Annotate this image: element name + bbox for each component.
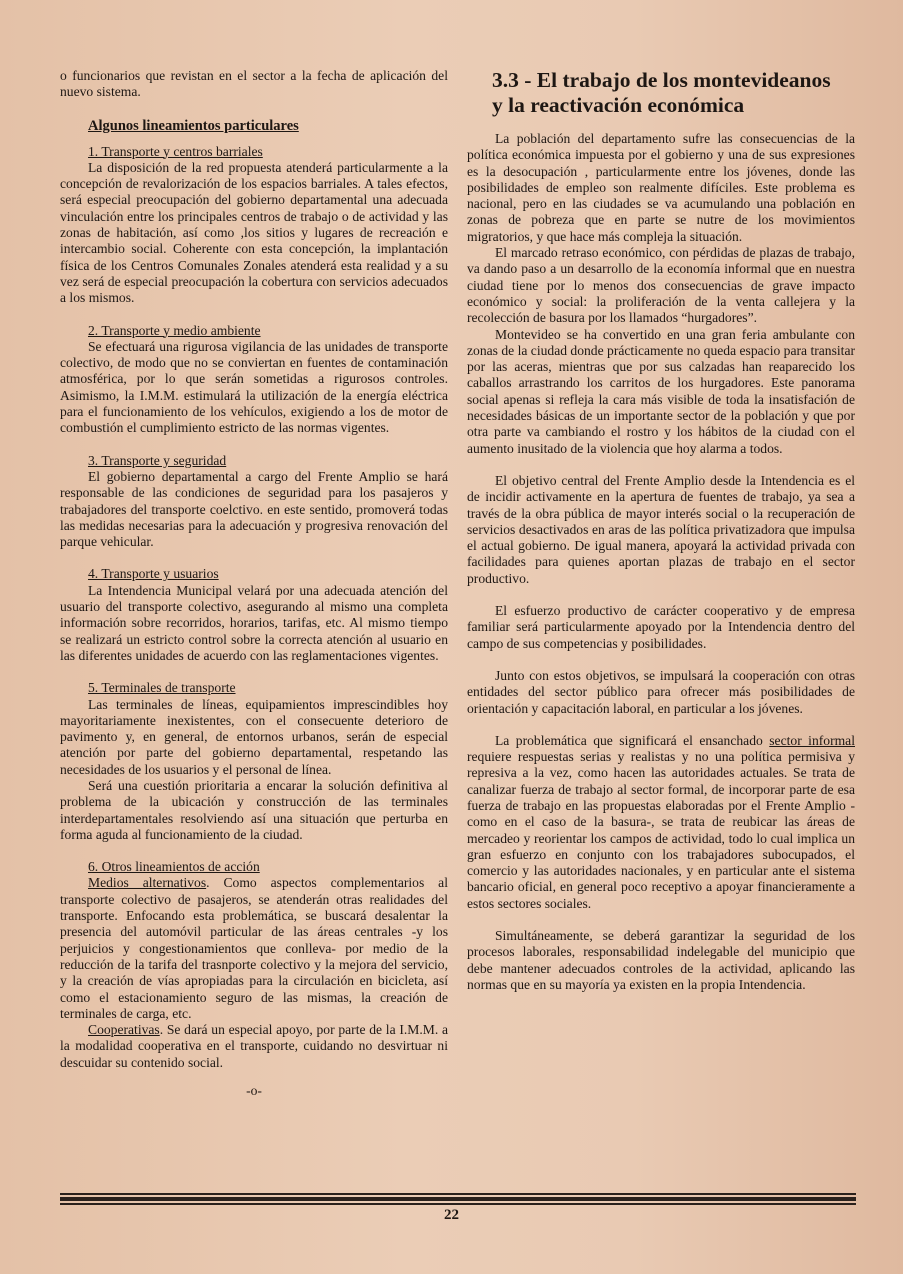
paragraph-7 xyxy=(467,733,855,912)
section-3-body: El gobierno departamental a cargo del Frente Amplio se hará responsable de las condiciones de seguridad para los pasajeros y trabajadores del transporte coelctivo. en este sentido, promoverá todas las medidas necesarias para la adecuación y progresiva renovación del parque vehicular. xyxy=(60,468,448,550)
section-1-title: 1. Transporte y centros barriales xyxy=(88,143,263,159)
chapter-title xyxy=(467,68,855,117)
paragraph-7-underlined: sector informal xyxy=(769,732,855,748)
page-number: 22 xyxy=(444,1207,459,1223)
section-4-body: La Intendencia Municipal velará por una adecuada atención del usuario del transporte colectivo, asegurando al mismo una completa información sobre recorridos, horarios, tarifas, etc. Al mismo tiempo se realizará un estricto control sobre la correcta atención al usuario en las diferentes unidades de acuerdo con las reglamentaciones vigentes. xyxy=(60,582,448,663)
intro-paragraph: o funcionarios que revistan en el sector a la fecha de aplicación del nuevo sistema. xyxy=(60,68,448,100)
paragraph-3: Montevideo se ha convertido en una gran feria ambulante con zonas de la ciudad donde prácticamente no queda espacio para transitar por las aceras, mientras que por sus calzadas han reaparecido los caballos arrastrando los carritos de los hurgadores. Este panorama social apenas si refleja la cara más visible de toda la insatisfación de necesidades básicas de un importante sector de la población y que por otra parte va cambiando el rostro y los hábitos de la ciudad con el aumento inusitado de la violencia que hoy alarma a todos. xyxy=(467,326,855,456)
paragraph-8: Simultáneamente, se deberá garantizar la seguridad de los procesos laborales, responsabilidad indelegable del municipio que debe mantener adecuados controles de la actividad, aplicando las normas que en su mayoría ya existen en la propia Intendencia. xyxy=(467,928,855,992)
section-3-title: 3. Transporte y seguridad xyxy=(88,452,227,468)
chapter-title-line-2: y la reactivación económica xyxy=(492,92,745,117)
section-5-body-2: Será una cuestión prioritaria a encarar la solución definitiva al problema de la ubicación y construcción de las terminales interdepartamentales resolviendo así una situación que perturba en forma aguda al funcionamiento de la ciudad. xyxy=(60,777,448,842)
section-1-body: La disposición de la red propuesta atenderá particularmente a la concepción de revalorización de los espacios barriales. A tales efectos, será especial preocupación del gobierno departamental una adecuada vinculación entre los principales centros de trabajo o de actividad y las zonas de habitación, así como ,los sitios y lugares de recreación e intercambio social. Coherente con esta concepción, la implantación física de los Centros Comunales Zonales atenderá esta realidad y a su vez será de especial preocupación la cobertura con servicios adecuados a los mismos. xyxy=(60,159,448,306)
footer-rule xyxy=(60,1193,856,1205)
section-6-subtitle-2: Cooperativas xyxy=(88,1022,160,1038)
section-5-title: 5. Terminales de transporte xyxy=(88,680,236,696)
subsection-heading: Algunos lineamientos particulares xyxy=(88,117,299,134)
section-2-title: 2. Transporte y medio ambiente xyxy=(88,322,261,338)
section-4-title: 4. Transporte y usuarios xyxy=(88,566,219,582)
left-column xyxy=(60,68,448,1099)
section-6-text-1: . Como aspectos complementarios al transporte colectivo de pasajeros, se atenderán otras realidades del transporte. Enfocando esta problemática, se buscará desalentar la presencia del automóvil particular de las áreas centrales -y los perjuicios y congestionamientos que conlleva- por medio de la reducción de la tarifa del trasnporte colectivo y la mejora del servicio, y la creación de vías apropiadas para la circulación en bicicleta, así como el estacionamiento seguro de las mismas, la creación de terminales de carga, etc. xyxy=(60,875,448,1021)
paragraph-1: La población del departamento sufre las consecuencias de la política económica impuesta por el gobierno y una de sus expresiones es la desocupación , particularmente entre los jóvenes, donde las posibilidades de empleo son realmente difíciles. Este problema es nacional, pero en las ciudades se va acumulando una población en zonas de pobreza que en parte se nutre de los movimientos migratorios, y que hace más compleja la situación. xyxy=(467,131,855,244)
paragraph-7-start: La problemática que significará el ensanchado xyxy=(495,732,770,748)
section-6-body-2 xyxy=(60,1022,448,1071)
section-6-subtitle-1: Medios alternativos xyxy=(88,875,207,891)
paragraph-6: Junto con estos objetivos, se impulsará la cooperación con otras entidades del sector público para ofrecer más posibilidades de orientación y capacitación laboral, en particular a los jóvenes. xyxy=(467,667,855,716)
section-6-body-1 xyxy=(60,875,448,1022)
right-column xyxy=(467,68,855,993)
section-6-title: 6. Otros lineamientos de acción xyxy=(88,859,260,875)
paragraph-2: El marcado retraso económico, con pérdidas de plazas de trabajo, va dando paso a un desarrollo de la economía informal que en nuestra ciudad tiene por lo menos dos consecuencias de grave impacto económico y social: la proliferación de la venta callejera y la recolección de basura por los llamados “hurgadores”. xyxy=(467,245,855,326)
section-6-text-2: . Se dará un especial apoyo, por parte de la I.M.M. a la modalidad cooperativa en el transporte, cuidando no desvirtuar ni descuidar su contenido social. xyxy=(60,1022,448,1070)
section-2-body: Se efectuará una rigurosa vigilancia de las unidades de transporte colectivo, de modo que no se conviertan en fuentes de contaminación atmosférica, por lo que serán sometidas a rigurosos controles. Asimismo, la I.M.M. estimulará la utilización de la energía eléctrica para el funcionamiento de los vehículos, exigiendo a los de motor de combustión el cumplimiento estricto de las normas vigentes. xyxy=(60,338,448,436)
end-mark: -o- xyxy=(246,1083,262,1099)
paragraph-5: El esfuerzo productivo de carácter cooperativo y de empresa familiar será particularmente apoyado por la Intendencia dentro del campo de sus competencias y posibilidades. xyxy=(467,603,855,651)
chapter-title-line-1: 3.3 - El trabajo de los montevideanos xyxy=(492,68,831,92)
paragraph-7-end: requiere respuestas serias y realistas y no una política permisiva y represiva a la vez, como hacen las autoridades actuales. Se trata de canalizar fuerza de trabajo al sector formal, de incorporar parte de esa fuerza de trabajo en las propuestas elaboradas por el Frente Amplio -como en el caso de la basura-, se trata de reubicar las áreas de mercadeo y reorientar los campos de actividad, todo lo cual implica un gran esfuerzo en conjunto con los trabajadores subocupados, el comercio y las autoridades nacionales, y en particular ante el sistema bancario oficial, en general poco receptivo a apoyar financieramente a estos sectores sociales. xyxy=(467,749,855,911)
paragraph-4: El objetivo central del Frente Amplio desde la Intendencia es el de incidir activamente en la apertura de fuentes de trabajo, ya sea a través de la obra pública de mayor interés social o la recuperación de servicios desactivados en aras de las política privatizadora que impulsa el actual gobierno. De igual manera, apoyará la actividad privada con facilidades para quienes aportan plazas de trabajo en el sector productivo. xyxy=(467,472,855,586)
section-5-body-1: Las terminales de líneas, equipamientos imprescindibles hoy mayoritariamente inexistentes, con el consecuente deterioro de pavimento y, en general, de entornos urbanos, serán de especial atención por parte del gobierno departamental, respetando las necesidades de los usuarios y el personal de línea. xyxy=(60,696,448,777)
